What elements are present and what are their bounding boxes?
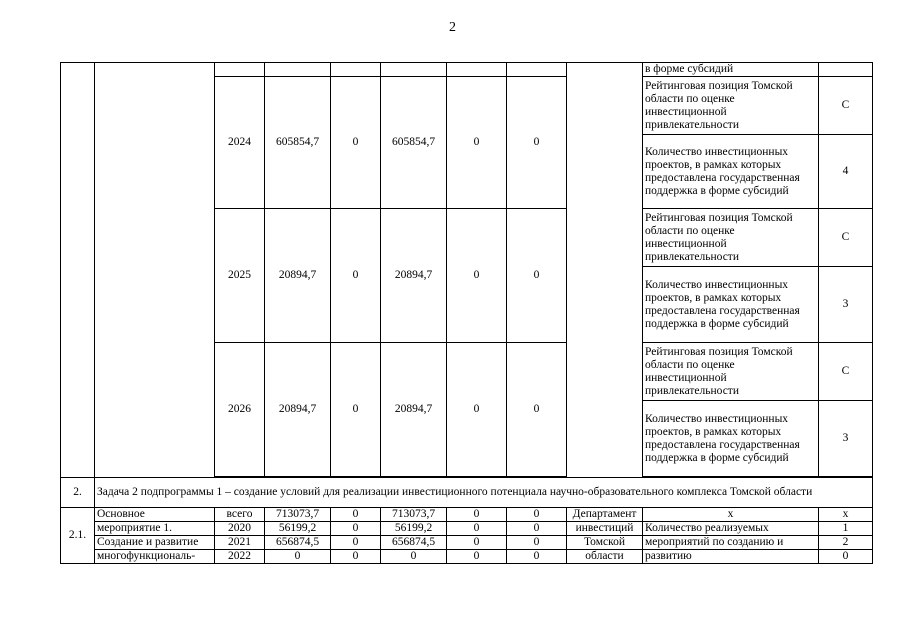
year-cell: 2025	[215, 209, 265, 343]
local-cell: 0	[447, 209, 507, 343]
indicator-projects: Количество инвестиционных проектов, в рамках которых предоставлена государственная поддержка в форме субсидий	[643, 135, 819, 209]
total-cell: 20894,7	[265, 209, 331, 343]
indicator-value: 0	[819, 550, 873, 564]
year-cell: 2024	[215, 77, 265, 209]
local-cell: 0	[447, 550, 507, 564]
year-cell: 2026	[215, 343, 265, 477]
item-name-line: Основное	[95, 508, 215, 522]
regional-cell: 56199,2	[381, 522, 447, 536]
item-name-line: многофункциональ-	[95, 550, 215, 564]
other-cell: 0	[507, 550, 567, 564]
regional-cell: 20894,7	[381, 209, 447, 343]
federal-cell: 0	[331, 508, 381, 522]
dept-line: области	[567, 550, 643, 564]
indicator-line: развитию	[643, 550, 819, 564]
indicator-value: 3	[819, 401, 873, 477]
item-name-line: мероприятие 1.	[95, 522, 215, 536]
other-cell: 0	[507, 209, 567, 343]
total-cell: 56199,2	[265, 522, 331, 536]
federal-cell: 0	[331, 536, 381, 550]
total-cell: 0	[265, 550, 331, 564]
indicator-rating: Рейтинговая позиция Томской области по оценке инвестиционной привлекательности	[643, 209, 819, 267]
indicator-value: х	[819, 508, 873, 522]
indicator-line: Количество реализуемых	[643, 522, 819, 536]
federal-cell: 0	[331, 550, 381, 564]
task-title: Задача 2 подпрограммы 1 – создание условий для реализации инвестиционного потенциала научно-образовательного комплекса Томской области	[95, 478, 873, 508]
dept-line: Томской	[567, 536, 643, 550]
item-number: 2.1.	[61, 508, 95, 564]
federal-cell: 0	[331, 77, 381, 209]
page-number: 2	[449, 20, 456, 35]
federal-cell: 0	[331, 209, 381, 343]
dept-cell-empty	[567, 63, 643, 478]
indicator-value: 1	[819, 522, 873, 536]
indicator-value: С	[819, 77, 873, 135]
local-cell: 0	[447, 508, 507, 522]
total-cell: 20894,7	[265, 343, 331, 477]
year-cell: всего	[215, 508, 265, 522]
indicator-projects: Количество инвестиционных проектов, в рамках которых предоставлена государственная поддержка в форме субсидий	[643, 267, 819, 343]
total-cell: 605854,7	[265, 77, 331, 209]
other-cell: 0	[507, 536, 567, 550]
name-cell-empty	[95, 63, 215, 478]
year-cell: 2022	[215, 550, 265, 564]
indicator-rating: Рейтинговая позиция Томской области по оценке инвестиционной привлекательности	[643, 343, 819, 401]
indicator-tail: в форме субсидий	[643, 63, 819, 77]
num-cell-empty	[61, 63, 95, 478]
indicator-line: мероприятий по созданию и	[643, 536, 819, 550]
total-cell: 656874,5	[265, 536, 331, 550]
other-cell: 0	[507, 522, 567, 536]
other-cell: 0	[507, 77, 567, 209]
regional-cell: 20894,7	[381, 343, 447, 477]
indicator-value: 3	[819, 267, 873, 343]
other-cell: 0	[507, 508, 567, 522]
regional-cell: 0	[381, 550, 447, 564]
regional-cell: 713073,7	[381, 508, 447, 522]
local-cell: 0	[447, 77, 507, 209]
local-cell: 0	[447, 343, 507, 477]
total-cell: 713073,7	[265, 508, 331, 522]
regional-cell: 605854,7	[381, 77, 447, 209]
federal-cell: 0	[331, 522, 381, 536]
task-number: 2.	[61, 478, 95, 508]
dept-line: инвестиций	[567, 522, 643, 536]
program-table	[60, 62, 873, 564]
regional-cell: 656874,5	[381, 536, 447, 550]
indicator-value: С	[819, 209, 873, 267]
local-cell: 0	[447, 522, 507, 536]
indicator-value: С	[819, 343, 873, 401]
indicator-rating: Рейтинговая позиция Томской области по оценке инвестиционной привлекательности	[643, 77, 819, 135]
indicator-projects: Количество инвестиционных проектов, в рамках которых предоставлена государственная поддержка в форме субсидий	[643, 401, 819, 477]
year-cell: 2021	[215, 536, 265, 550]
federal-cell: 0	[331, 343, 381, 477]
dept-line: Департамент	[567, 508, 643, 522]
local-cell: 0	[447, 536, 507, 550]
year-cell: 2020	[215, 522, 265, 536]
indicator-x: х	[643, 508, 819, 522]
indicator-value: 4	[819, 135, 873, 209]
other-cell: 0	[507, 343, 567, 477]
item-name-line: Создание и развитие	[95, 536, 215, 550]
indicator-value: 2	[819, 536, 873, 550]
